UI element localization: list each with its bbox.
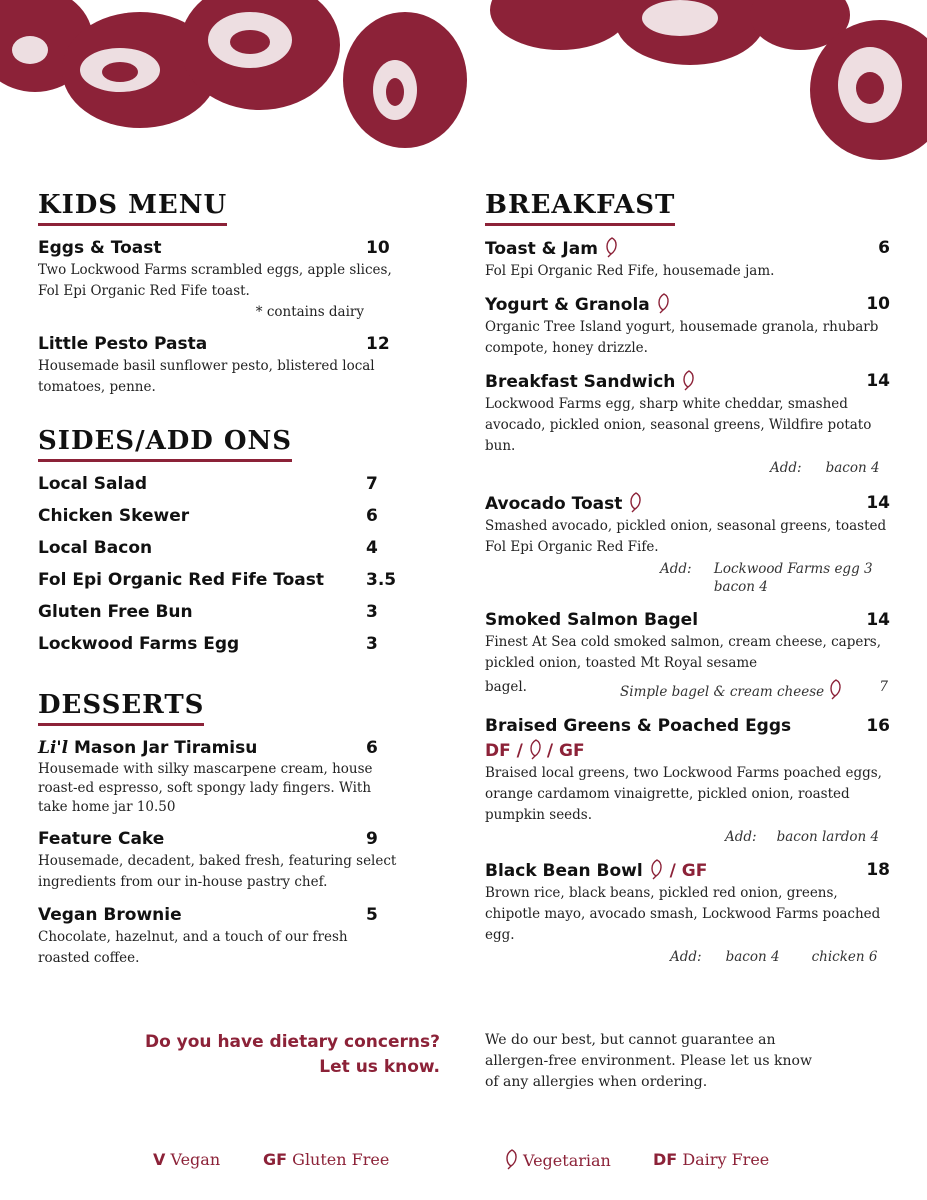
- menu-item: [485, 236, 890, 282]
- menu-item: [485, 369, 890, 477]
- right-column: [485, 188, 890, 966]
- menu-item: [485, 292, 890, 359]
- item-desc: Housemade basil sunflower pesto, blistered local tomatoes, penne.: [38, 358, 375, 395]
- item-price: 6: [366, 738, 378, 758]
- item-prefix: Li'l: [38, 738, 69, 758]
- item-name: Fol Epi Organic Red Fife Toast: [38, 570, 325, 590]
- item-desc: Two Lockwood Farms scrambled eggs, apple slices, Fol Epi Organic Red Fife toast.: [38, 262, 392, 299]
- item-price: 3.5: [366, 570, 397, 590]
- item-desc: Organic Tree Island yogurt, housemade granola, rhubarb compote, honey drizzle.: [485, 319, 879, 356]
- item-price: 7: [366, 474, 378, 494]
- add-option: bacon 4: [725, 949, 780, 965]
- item-name: Mason Jar Tiramisu: [74, 738, 258, 758]
- allergen-disclaimer: We do our best, but cannot guarantee an allergen-free environment. Please let us know of any allergies when ordering.: [485, 1032, 812, 1090]
- item-note: * contains dairy: [255, 304, 364, 320]
- item-desc-end: bagel.: [485, 679, 527, 695]
- add-option: chicken 6: [811, 949, 878, 965]
- add-label: Add:: [670, 949, 702, 965]
- menu-item: [38, 827, 398, 893]
- dietary-question: Do you have dietary concerns? Let us know.: [144, 1032, 440, 1077]
- item-desc: Housemade, decadent, baked fresh, featuring select ingredients from our in-house pastry chef.: [38, 853, 397, 890]
- item-name: Braised Greens & Poached Eggs: [485, 716, 792, 736]
- menu-item: Black Bean Bowl / GF 18 Brown rice, black beans, pickled red onion, greens, chipotle mayo, avocado smash, Lockwood Farms poached egg. Add: bacon 4 chicken 6: [485, 860, 890, 965]
- menu-item: [485, 608, 890, 700]
- legend-vegetarian: Vegetarian: [503, 1148, 611, 1173]
- add-label: Add:: [770, 460, 802, 476]
- item-desc: Braised local greens, two Lockwood Farms poached eggs, orange cardamom vinaigrette, pickled onion, roasted pumpkin seeds.: [485, 765, 882, 823]
- item-name: Avocado Toast: [485, 494, 623, 514]
- alt-option: Simple bagel & cream cheese: [620, 684, 825, 700]
- side-row: [38, 532, 398, 564]
- item-price: 6: [366, 506, 378, 526]
- add-option: Lockwood Farms egg 3: [713, 561, 873, 577]
- item-name: Yogurt & Granola: [485, 295, 650, 315]
- vegetarian-leaf-icon: [655, 292, 671, 314]
- legend-gluten-free: GF Gluten Free: [263, 1150, 390, 1169]
- item-price: 18: [866, 860, 890, 880]
- item-desc: Chocolate, hazelnut, and a touch of our fresh roasted coffee.: [38, 929, 348, 966]
- kids-menu-section: [38, 188, 398, 398]
- item-desc: Finest At Sea cold smoked salmon, cream cheese, capers, pickled onion, toasted Mt Royal sesame: [485, 634, 882, 671]
- add-option: bacon lardon 4: [776, 829, 880, 845]
- item-desc: Lockwood Farms egg, sharp white cheddar, smashed avocado, pickled onion, seasonal greens, Wildfire potato bun.: [485, 396, 872, 454]
- vegetarian-leaf-icon: [827, 678, 843, 700]
- item-price: 14: [866, 371, 890, 391]
- item-price: 14: [866, 610, 890, 630]
- df-tag: DF: [485, 741, 511, 761]
- item-name: Local Bacon: [38, 538, 153, 558]
- menu-item: [38, 332, 398, 398]
- item-name: Chicken Skewer: [38, 506, 190, 526]
- item-price: 5: [366, 905, 378, 925]
- vegetarian-leaf-icon: [627, 491, 643, 513]
- item-price: 12: [366, 334, 390, 354]
- menu-item: [38, 903, 398, 969]
- side-row: [38, 628, 398, 660]
- item-price: 4: [366, 538, 378, 558]
- item-price: 3: [366, 634, 378, 654]
- item-name: Lockwood Farms Egg: [38, 634, 240, 654]
- item-desc: Brown rice, black beans, pickled red onion, greens, chipotle mayo, avocado smash, Lockwood Farms poached egg.: [485, 885, 881, 943]
- desserts-title: DESSERTS: [38, 688, 204, 726]
- fruit-illustration: [0, 0, 927, 170]
- item-name: Little Pesto Pasta: [38, 334, 208, 354]
- vegetarian-leaf-icon: [648, 858, 664, 880]
- sides-title: SIDES/ADD ONS: [38, 424, 292, 462]
- item-price: 10: [366, 238, 390, 258]
- item-price: 3: [366, 602, 378, 622]
- add-label: Add:: [660, 561, 692, 577]
- vegetarian-leaf-icon: [680, 369, 696, 391]
- legend-dairy-free: DF Dairy Free: [653, 1150, 770, 1169]
- menu-item: [38, 236, 398, 322]
- sides-section: [38, 424, 398, 660]
- item-name: Breakfast Sandwich: [485, 372, 676, 392]
- breakfast-title: BREAKFAST: [485, 188, 675, 226]
- vegetarian-leaf-icon: [527, 738, 543, 760]
- legend-vegan: V Vegan: [153, 1150, 221, 1169]
- item-desc: Housemade with silky mascarpene cream, house roast-ed espresso, soft spongy lady fingers. With take home jar 10.50: [38, 761, 373, 815]
- item-price: 9: [366, 829, 378, 849]
- item-name: Eggs & Toast: [38, 238, 162, 258]
- menu-item: [485, 714, 890, 846]
- left-column: [38, 188, 398, 969]
- item-price: 14: [866, 493, 890, 513]
- item-name: Vegan Brownie: [38, 905, 182, 925]
- item-name: Smoked Salmon Bagel: [485, 610, 699, 630]
- item-name: Feature Cake: [38, 829, 165, 849]
- item-price: 16: [866, 716, 890, 736]
- diet-tags: DF / / GF: [485, 738, 890, 763]
- side-row: [38, 564, 398, 596]
- side-row: [38, 500, 398, 532]
- gf-tag: GF: [681, 861, 708, 881]
- item-name: Local Salad: [38, 474, 147, 494]
- gf-tag: GF: [559, 741, 585, 761]
- item-price: 6: [878, 238, 890, 258]
- item-desc: Fol Epi Organic Red Fife, housemade jam.: [485, 263, 775, 279]
- add-label: Add:: [725, 829, 757, 845]
- item-desc: Smashed avocado, pickled onion, seasonal greens, toasted Fol Epi Organic Red Fife.: [485, 518, 887, 555]
- item-name: Black Bean Bowl: [485, 861, 643, 881]
- alt-price: 7: [879, 679, 888, 695]
- item-name: Toast & Jam: [485, 239, 598, 259]
- desserts-section: [38, 688, 398, 969]
- add-option: bacon 4: [825, 460, 880, 476]
- item-price: 10: [866, 294, 890, 314]
- add-option: bacon 4: [713, 579, 768, 595]
- side-row: [38, 468, 398, 500]
- kids-menu-title: KIDS MENU: [38, 188, 227, 226]
- vegetarian-leaf-icon: [503, 1148, 519, 1170]
- item-name: Gluten Free Bun: [38, 602, 193, 622]
- vegetarian-leaf-icon: [603, 236, 619, 258]
- side-row: [38, 596, 398, 628]
- menu-item: [38, 736, 398, 817]
- menu-item: [485, 491, 890, 596]
